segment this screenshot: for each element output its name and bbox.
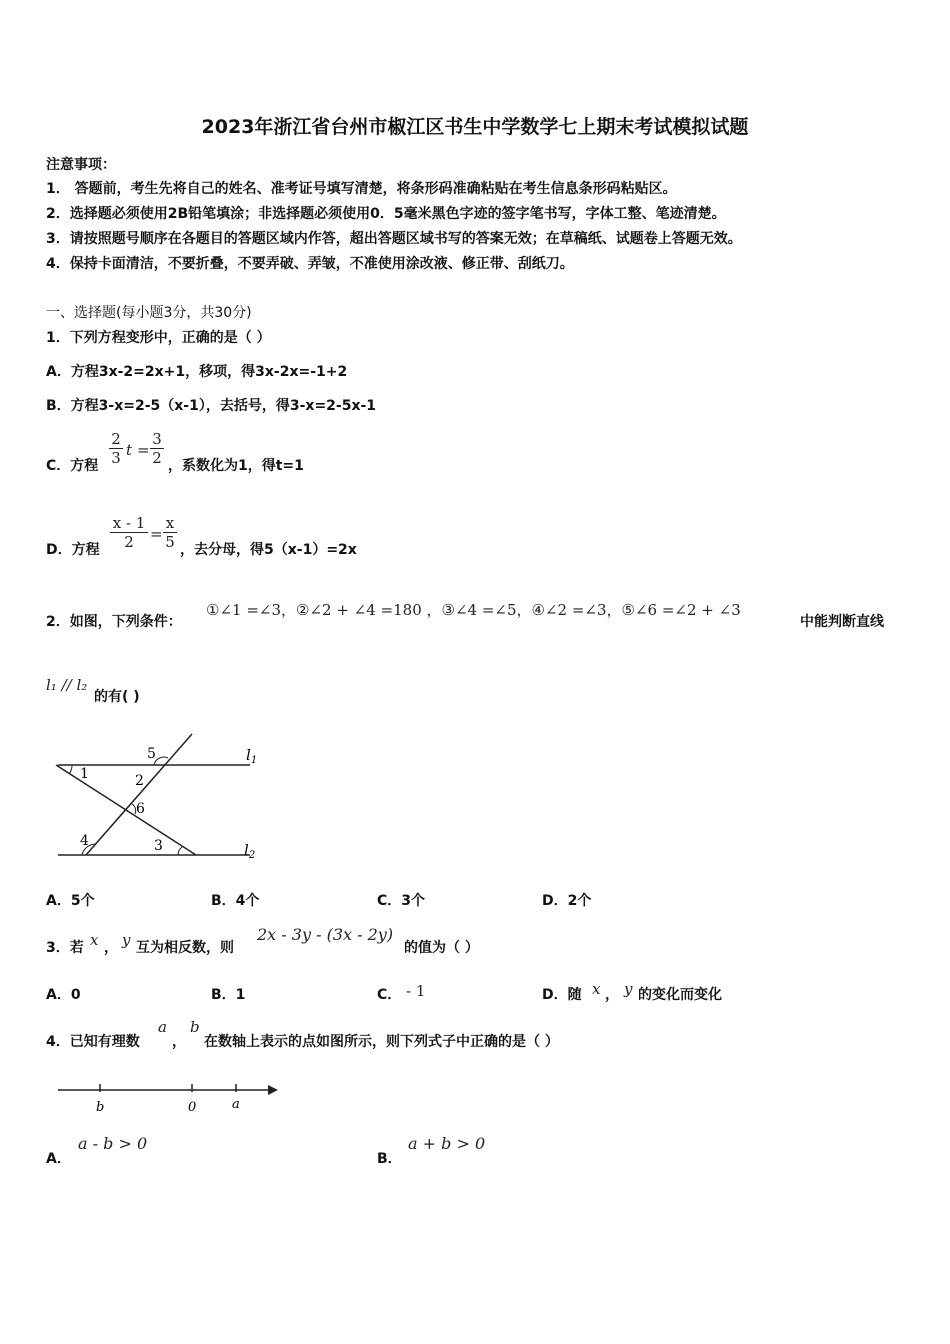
q3-option-d-post: 的变化而变化 bbox=[638, 987, 722, 1003]
notice-heading: 注意事项： bbox=[46, 157, 116, 173]
q2-stem: 2．如图，下列条件： bbox=[46, 614, 182, 630]
q4-stem-pre: 4．已知有理数 bbox=[46, 1034, 140, 1050]
q4-comma: ， bbox=[172, 1034, 186, 1050]
figure-label-5: 5 bbox=[147, 746, 156, 762]
number-line-b: b bbox=[96, 1100, 105, 1115]
figure-label-1: 1 bbox=[80, 766, 89, 782]
q3-option-d-comma: ， bbox=[605, 987, 619, 1003]
q4-stem-post: 在数轴上表示的点如图所示，则下列式子中正确的是（ ） bbox=[204, 1034, 559, 1050]
section-heading: 一、选择题(每小题3分，共30分) bbox=[46, 305, 252, 321]
figure-line-l1: $l_1$ bbox=[246, 746, 258, 766]
q1-option-c-tail: ，系数化为1，得t=1 bbox=[168, 458, 304, 474]
q3-stem-post: 的值为（ ） bbox=[404, 940, 479, 956]
q2-stem-continued: 中能判断直线 bbox=[800, 614, 884, 630]
q2-option-b: B．4个 bbox=[211, 893, 260, 909]
q2-option-d: D．2个 bbox=[542, 893, 592, 909]
q1-option-b: B．方程3-x=2-5（x-1），去括号，得3-x=2-5x-1 bbox=[46, 398, 377, 414]
q4-option-a-expr: a - b > 0 bbox=[78, 1134, 148, 1153]
q3-option-b: B．1 bbox=[211, 987, 246, 1003]
q1-d-frac2-denominator: 5 bbox=[165, 533, 175, 551]
q1-d-equals: = bbox=[150, 525, 163, 543]
figure-label-6: 6 bbox=[136, 801, 145, 817]
q3-var-y: y bbox=[122, 931, 131, 949]
q1-d-fraction-1 bbox=[110, 514, 148, 551]
q3-comma: ， bbox=[104, 940, 118, 956]
q1-d-fraction-2 bbox=[163, 514, 177, 551]
q1-option-a: A．方程3x-2=2x+1，移项，得3x-2x=-1+2 bbox=[46, 364, 348, 380]
q2-figure bbox=[44, 728, 274, 868]
q1-c-equals: = bbox=[137, 441, 150, 459]
q3-option-d-var-x: x bbox=[592, 980, 601, 998]
q3-stem-pre: 3．若 bbox=[46, 940, 84, 956]
number-line-zero: 0 bbox=[188, 1100, 197, 1115]
q1-d-frac1-numerator: x - 1 bbox=[112, 514, 146, 532]
q3-option-c-label: C． bbox=[377, 987, 402, 1003]
q1-c-frac1-denominator: 3 bbox=[111, 449, 121, 467]
q3-expression: 2x - 3y - (3x - 2y) bbox=[257, 925, 394, 944]
q2-option-a: A．5个 bbox=[46, 893, 95, 909]
q1-c-frac2-denominator: 2 bbox=[152, 449, 162, 467]
q1-c-frac1-numerator: 2 bbox=[111, 430, 121, 448]
figure-label-4: 4 bbox=[80, 833, 89, 849]
q2-conditions: ①∠1 =∠3，②∠2 + ∠4 =180 ，③∠4 =∠5，④∠2 =∠3，⑤∠6 =∠2 + ∠3 bbox=[206, 601, 741, 619]
q4-var-a: a bbox=[158, 1018, 167, 1036]
q1-c-variable: t bbox=[126, 441, 133, 459]
q3-option-d-pre: D．随 bbox=[542, 987, 582, 1003]
q3-var-x: x bbox=[90, 931, 99, 949]
q2-option-c: C．3个 bbox=[377, 893, 426, 909]
q4-option-b-expr: a + b > 0 bbox=[408, 1134, 486, 1153]
q4-var-b: b bbox=[190, 1018, 200, 1036]
notice-item-4: 4．保持卡面清洁，不要折叠，不要弄破、弄皱，不准使用涂改液、修正带、刮纸刀。 bbox=[46, 256, 574, 272]
q2-stem-tail: 的有( ) bbox=[94, 689, 140, 705]
notice-item-1: 1． 答题前，考生先将自己的姓名、准考证号填写清楚，将条形码准确粘贴在考生信息条形码粘贴区。 bbox=[46, 181, 677, 197]
q3-option-a: A．0 bbox=[46, 987, 81, 1003]
q2-parallel-lines: l₁ // l₂ bbox=[46, 676, 88, 694]
q3-stem-mid: 互为相反数，则 bbox=[136, 940, 234, 956]
figure-label-3: 3 bbox=[154, 838, 163, 854]
q4-option-b-label: B． bbox=[377, 1151, 402, 1167]
q3-option-d-var-y: y bbox=[624, 980, 633, 998]
q4-option-a-label: A． bbox=[46, 1151, 71, 1167]
q1-option-d-label: D．方程 bbox=[46, 542, 100, 558]
q1-c-fraction-1 bbox=[109, 430, 123, 467]
q1-c-frac2-numerator: 3 bbox=[152, 430, 162, 448]
figure-line-l2: $l_2$ bbox=[244, 841, 256, 861]
q1-stem: 1．下列方程变形中，正确的是（ ） bbox=[46, 330, 271, 346]
q3-option-c-value: - 1 bbox=[406, 982, 426, 1000]
figure-label-2: 2 bbox=[135, 773, 144, 789]
q1-d-frac1-denominator: 2 bbox=[124, 533, 134, 551]
q1-c-fraction-2 bbox=[150, 430, 164, 467]
notice-item-2: 2．选择题必须使用2B铅笔填涂；非选择题必须使用0．5毫米黑色字迹的签字笔书写，字体工整、笔迹清楚。 bbox=[46, 206, 726, 222]
page-title: 2023年浙江省台州市椒江区书生中学数学七上期末考试模拟试题 bbox=[201, 116, 749, 138]
q4-number-line bbox=[50, 1078, 290, 1118]
q1-d-frac2-numerator: x bbox=[165, 514, 175, 532]
notice-item-3: 3．请按照题号顺序在各题目的答题区域内作答，超出答题区域书写的答案无效；在草稿纸、试题卷上答题无效。 bbox=[46, 231, 742, 247]
number-line-a: a bbox=[232, 1097, 240, 1112]
q1-option-d-tail: ，去分母，得5（x-1）=2x bbox=[180, 542, 357, 558]
q1-option-c-label: C．方程 bbox=[46, 458, 99, 474]
